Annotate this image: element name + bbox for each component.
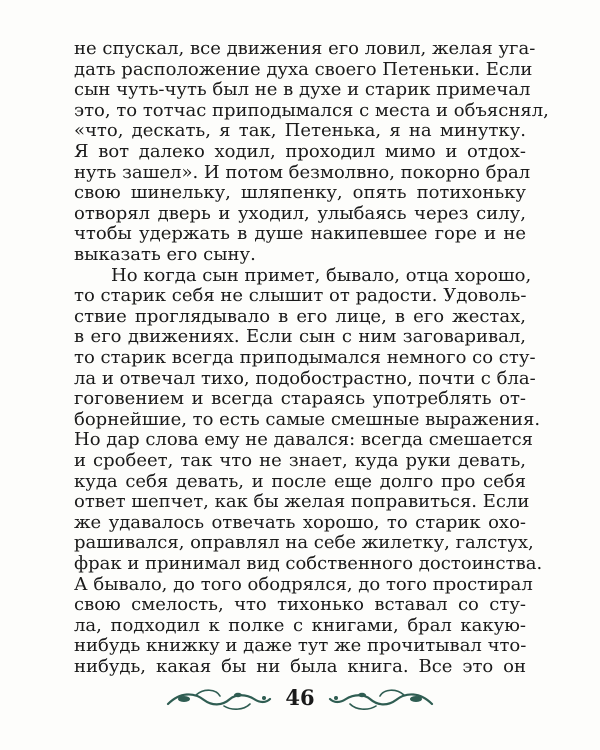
text-line: это, то тотчас приподымался с места и объяснял, [74, 99, 549, 121]
text-line: чтобы удержать в душе накипевшее горе и не [74, 223, 526, 245]
text-line: нибудь книжку и даже тут же прочитывал что- [74, 635, 527, 657]
text-line: отворял дверь и уходил, улыбаясь через силу, [74, 202, 526, 224]
text-line: свою смелость, что тихонько вставал со сту- [74, 594, 526, 616]
text-line: нибудь, какая бы ни была книга. Все это он [74, 656, 526, 677]
text-line: и сробеет, так что не знает, куда руки девать, [74, 450, 526, 471]
text-line: не спускал, все движения его ловил, желая уга- [74, 38, 536, 59]
text-line: сын чуть-чуть был не в духе и старик примечал [74, 79, 531, 101]
text-line: выказать его сыну. [74, 244, 256, 265]
text-line: Но дар слова ему не давался: всегда смешается [74, 429, 534, 451]
text-line: Я вот далеко ходил, проходил мимо и отдох- [74, 141, 526, 162]
text-line: А бывало, до того ободрялся, до того простирал [74, 573, 533, 595]
text-line: рашивался, оправлял на себе жилетку, галстух, [74, 532, 534, 554]
text-line: дать расположение духа своего Петеньки. Если [74, 58, 533, 80]
text-line: куда себя девать, и после еще долго про себя [74, 470, 526, 492]
text-line: ствие проглядывало в его лице, в его жестах, [74, 305, 526, 327]
page-number: 46 [285, 685, 315, 710]
text-line: ла и отвечал тихо, подобострастно, почти с бла- [74, 367, 536, 389]
text-line: же удавалось отвечать хорошо, то старик охо- [74, 511, 526, 533]
text-line: то старик себя не слышит от радости. Удоволь- [74, 285, 527, 307]
text-line: ла, подходил к полке с книгами, брал какую- [74, 614, 526, 636]
page-footer [166, 682, 434, 716]
text-line: борнейшие, то есть самые смешные выражения. [74, 408, 541, 430]
text-line: ответ шепчет, как бы желая поправиться. Если [74, 491, 530, 513]
text-line: нуть зашел». И потом безмолвно, покорно брал [74, 161, 531, 183]
text-line: «что, дескать, я так, Петенька, я на минутку. [74, 120, 526, 142]
left-flourish-icon [166, 686, 272, 712]
text-line: свою шинельку, шляпенку, опять потихоньку [74, 182, 526, 204]
text-line: фрак и принимал вид собственного достоинства. [74, 553, 543, 574]
text-line: то старик всегда приподымался немного со сту- [74, 347, 536, 368]
text-line: в его движениях. Если сын с ним заговаривал, [74, 326, 526, 348]
paragraph-first-line: Но когда сын примет, бывало, отца хорошо, [111, 264, 532, 286]
text-line: гоговением и всегда стараясь употреблять от- [74, 388, 526, 410]
right-flourish-icon [328, 686, 434, 712]
